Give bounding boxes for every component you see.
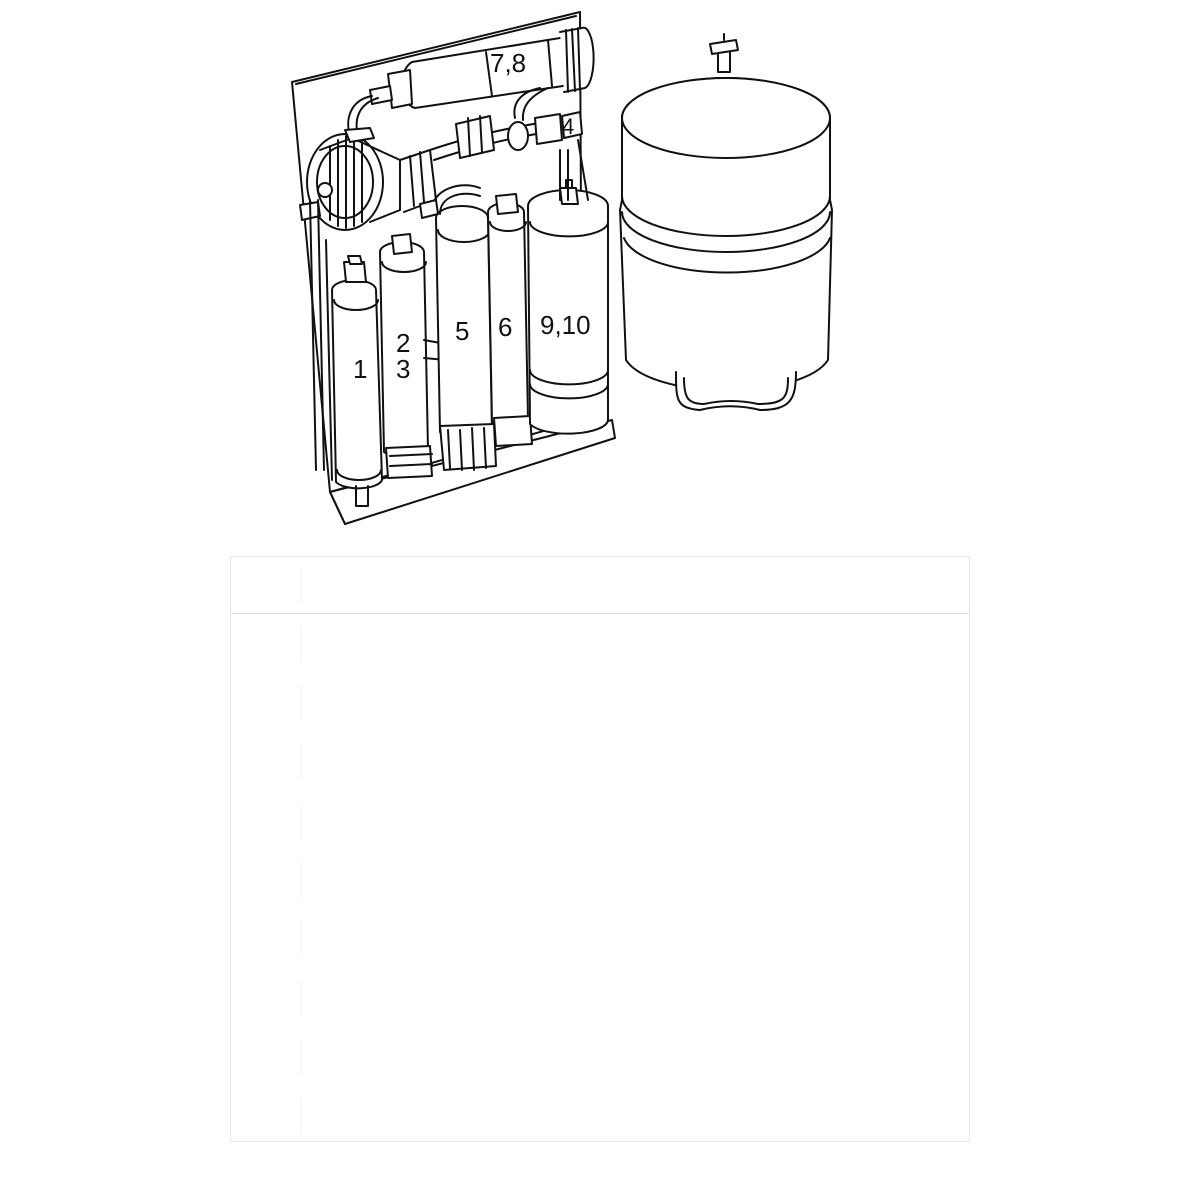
legend-row-divider (301, 1098, 302, 1134)
legend-row (231, 1027, 969, 1086)
callout-5: 5 (455, 316, 470, 346)
legend-row (231, 1086, 969, 1145)
callout-3: 3 (396, 354, 411, 384)
legend-row-divider (301, 862, 302, 898)
parts-legend-table (230, 556, 970, 1142)
legend-row-divider (301, 1039, 302, 1075)
callout-9-10: 9,10 (540, 310, 591, 340)
legend-row-divider (301, 744, 302, 780)
legend-row (231, 850, 969, 909)
legend-row-divider (301, 921, 302, 957)
legend-row (231, 968, 969, 1027)
legend-row (231, 614, 969, 673)
ro-system-illustration (0, 0, 1200, 540)
ro-system-drawing (0, 0, 1200, 540)
legend-header (231, 557, 969, 614)
legend-row (231, 909, 969, 968)
legend-row (231, 673, 969, 732)
legend-row (231, 791, 969, 850)
legend-row-divider (301, 803, 302, 839)
callout-6: 6 (498, 312, 513, 342)
legend-row-divider (301, 685, 302, 721)
callout-2: 2 (396, 328, 411, 358)
legend-row-divider (301, 980, 302, 1016)
callout-4: 4 (562, 114, 575, 139)
legend-row (231, 732, 969, 791)
callout-1: 1 (353, 354, 368, 384)
callout-7-8: 7,8 (490, 48, 527, 78)
legend-header-divider (301, 567, 302, 603)
legend-row-divider (301, 626, 302, 662)
